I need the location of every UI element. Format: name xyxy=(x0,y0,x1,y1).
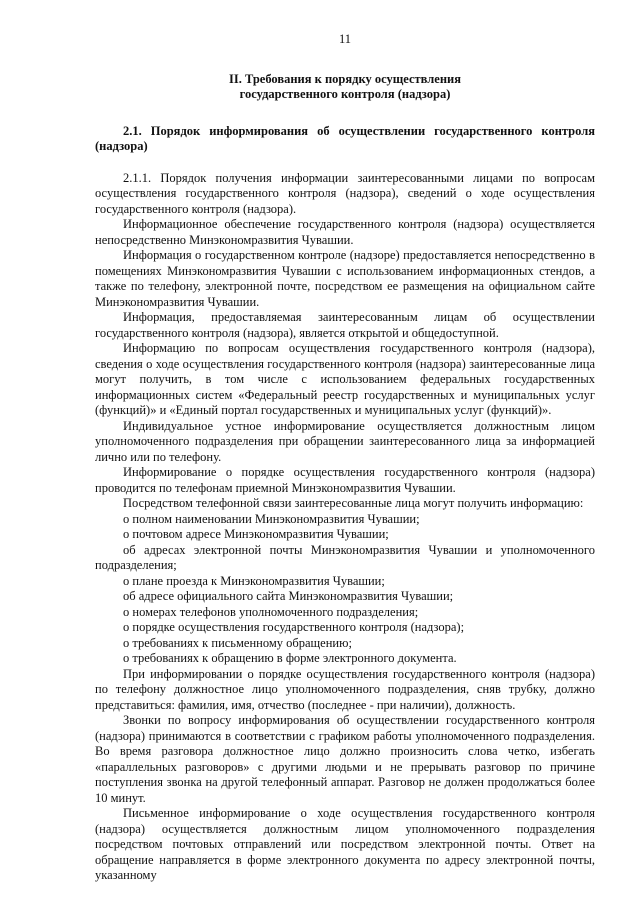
paragraph: 2.1.1. Порядок получения информации заинтересованными лицами по вопросам осуществления государственного контроля (надзора), сведений о ходе осуществления государственного контроля (надзора). xyxy=(95,170,595,216)
paragraph: Информация о государственном контроле (надзоре) предоставляется непосредственно в помещениях Минэкономразвития Чувашии с использованием информационных стендов, а также по телефону, электронной почте, посредством ее размещения на официальном сайте Минэкономразвития Чувашии. xyxy=(95,248,595,309)
section-title xyxy=(95,72,595,103)
page-number: 11 xyxy=(338,32,352,46)
list-item: о номерах телефонов уполномоченного подразделения; xyxy=(123,604,419,619)
paragraph: Информацию по вопросам осуществления государственного контроля (надзора), сведения о ходе осуществления государственного контроля (надзора) заинтересованные лица могут получить, в том числе с использованием федеральных государственных информационных систем «Федеральный реестр государственных и муниципальных услуг (функций)» и «Единый портал государственных и муниципальных услуг (функций)». xyxy=(95,341,595,417)
list-item: о требованиях к письменному обращению; xyxy=(123,635,352,650)
list-item: об адресе официального сайта Минэкономразвития Чувашии; xyxy=(123,589,454,603)
list-item: о плане проезда к Минэкономразвития Чувашии; xyxy=(123,573,385,588)
section-title-line-2: государственного контроля (надзора) xyxy=(239,87,451,101)
list-item: о почтовом адресе Минэкономразвития Чувашии; xyxy=(123,527,389,541)
paragraph: Посредством телефонной связи заинтересованные лица могут получить информацию: xyxy=(123,496,584,510)
paragraph: Звонки по вопросу информирования об осуществлении государственного контроля (надзора) принимаются в соответствии с графиком работы уполномоченного подразделения. Во время разговора должностное лицо должно произносить слова четко, избегать «параллельных разговоров» с другими людьми и не прерывать разговор по причине поступления звонка на другой телефонный аппарат. Разговор не должен продолжаться более 10 минут. xyxy=(95,713,595,805)
subsection-title: 2.1. Порядок информирования об осуществлении государственного контроля (надзора) xyxy=(95,123,595,153)
section-title-line-1: II. Требования к порядку осуществления xyxy=(228,71,461,86)
list-item: о полном наименовании Минэкономразвития Чувашии; xyxy=(123,511,420,526)
list-item: о порядке осуществления государственного контроля (надзора); xyxy=(123,620,465,634)
paragraph: Информация, предоставляемая заинтересованным лицам об осуществлении государственного контроля (надзора), является открытой и общедоступной. xyxy=(95,310,595,340)
list-item: о требованиях к обращению в форме электронного документа. xyxy=(123,651,457,665)
paragraph: Информационное обеспечение государственного контроля (надзора) осуществляется непосредственно Минэкономразвития Чувашии. xyxy=(95,217,595,247)
paragraph: Информирование о порядке осуществления государственного контроля (надзора) проводится по телефонам приемной Минэкономразвития Чувашии. xyxy=(95,465,595,495)
list-item: об адресах электронной почты Минэкономразвития Чувашии и уполномоченного подразделения; xyxy=(95,542,595,572)
paragraph: При информировании о порядке осуществления государственного контроля (надзора) по телефону должностное лицо уполномоченного подразделения, сняв трубку, должно представиться: фамилия, имя, отчество (последнее - при наличии), должность. xyxy=(95,666,595,712)
paragraph: Письменное информирование о ходе осуществления государственного контроля (надзора) осуществляется должностным лицом уполномоченного подразделения посредством почтовых отправлений или посредством электронной почты. Ответ на обращение направляется в форме электронного документа по адресу электронной почты, указанному xyxy=(95,806,595,882)
paragraph: Индивидуальное устное информирование осуществляется должностным лицом уполномоченного подразделения при обращении заинтересованного лица за информацией лично или по телефону. xyxy=(95,418,595,464)
